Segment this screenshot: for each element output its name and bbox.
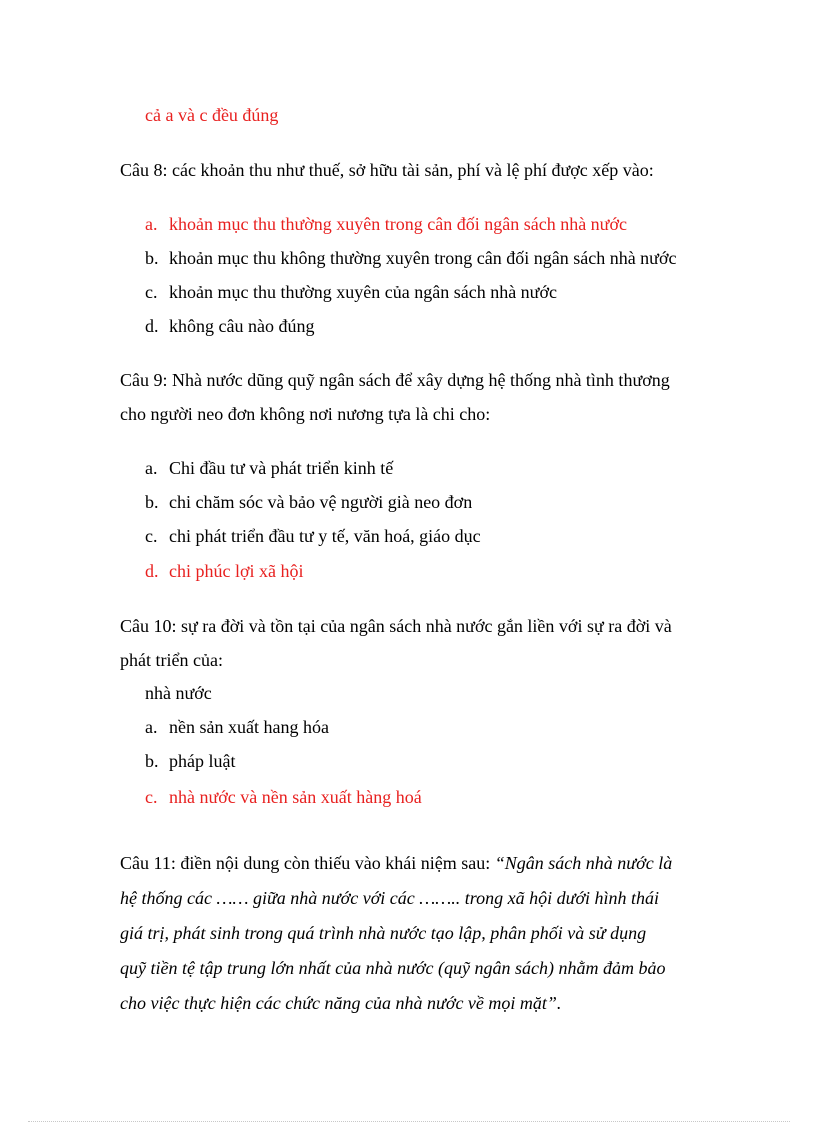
q9-option-d xyxy=(145,560,304,582)
q9-option-b xyxy=(145,491,472,513)
question-10-line-1: Câu 10: sự ra đời và tồn tại của ngân sách nhà nước gắn liền với sự ra đời và xyxy=(120,616,672,636)
question-11-line-5: cho việc thực hiện các chức năng của nhà nước về mọi mặt”. xyxy=(120,993,562,1013)
option-text: khoản mục thu thường xuyên trong cân đối ngân sách nhà nước xyxy=(169,214,627,234)
q10-option-b xyxy=(145,750,235,772)
option-letter: c. xyxy=(145,526,158,546)
option-text: pháp luật xyxy=(169,751,236,771)
option-letter: a. xyxy=(145,214,158,234)
option-letter: c. xyxy=(145,282,158,302)
q8-option-b xyxy=(145,247,676,269)
option-letter: c. xyxy=(145,787,158,807)
option-text: nhà nước và nền sản xuất hàng hoá xyxy=(169,787,422,807)
option-letter: b. xyxy=(145,751,159,771)
option-text: không câu nào đúng xyxy=(169,316,315,336)
option-letter: d. xyxy=(145,561,159,581)
option-text: chi phát triển đầu tư y tế, văn hoá, giáo dục xyxy=(169,526,481,546)
option-text: chi chăm sóc và bảo vệ người già neo đơn xyxy=(169,492,473,512)
page-bottom-divider xyxy=(28,1121,790,1122)
option-letter: d. xyxy=(145,316,159,336)
question-11-line-4: quỹ tiền tệ tập trung lớn nhất của nhà nước (quỹ ngân sách) nhằm đảm bảo xyxy=(120,958,666,978)
question-11-line-2: hệ thống các …… giữa nhà nước với các …….. trong xã hội dưới hình thái xyxy=(120,888,660,908)
option-text: khoản mục thu không thường xuyên trong cân đối ngân sách nhà nước xyxy=(169,248,677,268)
option-letter: b. xyxy=(145,492,159,512)
option-text: khoản mục thu thường xuyên của ngân sách nhà nước xyxy=(169,282,557,302)
q10-option-c xyxy=(145,786,422,808)
q8-option-d xyxy=(145,315,314,337)
question-10-line-2: phát triển của: xyxy=(120,650,223,670)
option-letter: a. xyxy=(145,458,158,478)
question-11-line-1 xyxy=(120,852,672,874)
q10-extra-line: nhà nước xyxy=(145,683,212,703)
q9-option-c xyxy=(145,525,481,547)
quote-start: “Ngân sách nhà nước là xyxy=(494,853,673,873)
question-9-line-2: cho người neo đơn không nơi nương tựa là chi cho: xyxy=(120,404,491,424)
question-11-prefix: Câu 11: điền nội dung còn thiếu vào khái niệm sau: xyxy=(120,853,495,873)
previous-answer: cả a và c đều đúng xyxy=(145,105,279,125)
q8-option-c xyxy=(145,281,557,303)
option-letter: b. xyxy=(145,248,159,268)
q8-option-a xyxy=(145,213,627,235)
question-9-line-1: Câu 9: Nhà nước dũng quỹ ngân sách để xây dựng hệ thống nhà tình thương xyxy=(120,370,670,390)
option-text: nền sản xuất hang hóa xyxy=(169,717,329,737)
option-text: chi phúc lợi xã hội xyxy=(169,561,304,581)
question-8: Câu 8: các khoản thu như thuế, sở hữu tài sản, phí và lệ phí được xếp vào: xyxy=(120,160,654,180)
q9-option-a xyxy=(145,457,393,479)
option-text: Chi đầu tư và phát triển kinh tế xyxy=(169,458,394,478)
q10-option-a xyxy=(145,716,329,738)
question-11-line-3: giá trị, phát sinh trong quá trình nhà nước tạo lập, phân phối và sử dụng xyxy=(120,923,647,943)
option-letter: a. xyxy=(145,717,158,737)
